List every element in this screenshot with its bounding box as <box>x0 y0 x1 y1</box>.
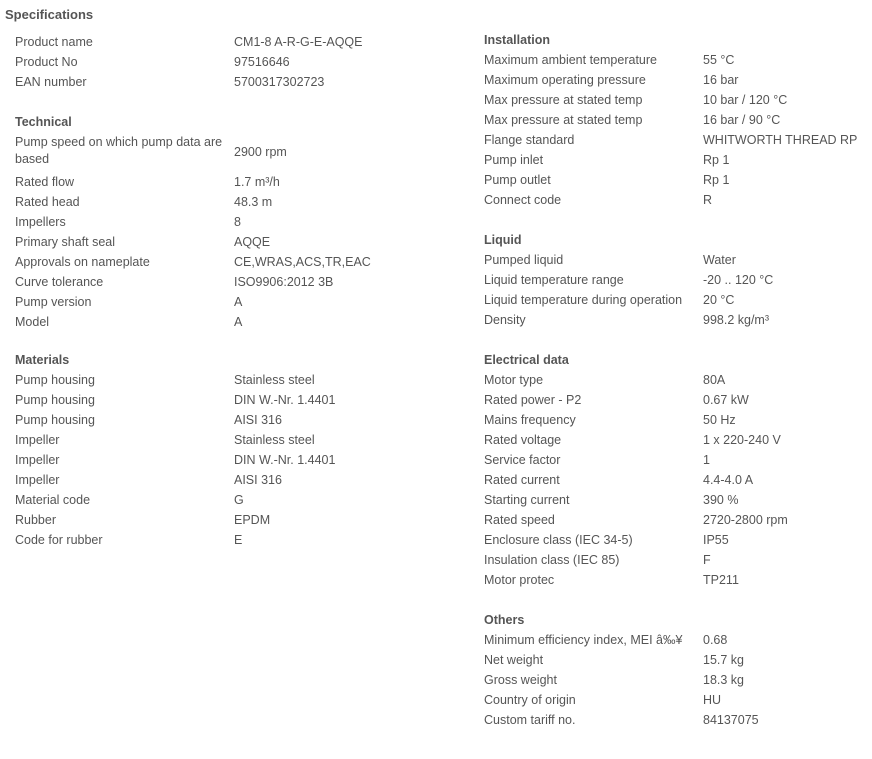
spec-label: Flange standard <box>484 133 575 147</box>
spec-row <box>484 170 872 190</box>
spec-label: Max pressure at stated temp <box>484 93 643 107</box>
spec-value: G <box>234 493 244 507</box>
spec-value: Water <box>703 253 736 267</box>
spec-value: 1 <box>703 453 710 467</box>
spec-value: A <box>234 315 243 329</box>
spec-label: Motor protec <box>484 573 555 587</box>
spec-label: Pump speed on which pump data are based <box>15 135 223 166</box>
spec-value: 48.3 m <box>234 195 273 209</box>
spec-value: DIN W.-Nr. 1.4401 <box>234 393 336 407</box>
spec-value: 4.4-4.0 A <box>703 473 754 487</box>
spec-value: DIN W.-Nr. 1.4401 <box>234 453 336 467</box>
spec-row <box>484 130 872 150</box>
spec-label: Liquid temperature range <box>484 273 624 287</box>
spec-value: 0.67 kW <box>703 393 749 407</box>
spec-row <box>15 232 465 252</box>
spec-row <box>484 510 872 530</box>
spec-row <box>15 292 465 312</box>
spec-label: Pump housing <box>15 373 95 387</box>
spec-label: Model <box>15 315 50 329</box>
spec-label: Rated current <box>484 473 560 487</box>
spec-label: Pump inlet <box>484 153 544 167</box>
spec-row <box>15 370 465 390</box>
spec-row <box>484 310 872 330</box>
spec-value: IP55 <box>703 533 729 547</box>
spec-value: 84137075 <box>703 713 759 727</box>
spec-label: Starting current <box>484 493 570 507</box>
spec-row <box>15 470 465 490</box>
spec-value: EPDM <box>234 513 271 527</box>
spec-value: ISO9906:2012 3B <box>234 275 334 289</box>
spec-label: Enclosure class (IEC 34-5) <box>484 533 633 547</box>
spec-label: Custom tariff no. <box>484 713 576 727</box>
spec-label: Gross weight <box>484 673 557 687</box>
spec-value: AQQE <box>234 235 271 249</box>
spec-row <box>484 110 872 130</box>
spec-label: Density <box>484 313 526 327</box>
spec-label: EAN number <box>15 75 87 89</box>
spec-row <box>15 212 465 232</box>
spec-value: 1.7 m³/h <box>234 175 280 189</box>
spec-row <box>484 290 872 310</box>
spec-label: Rated head <box>15 195 80 209</box>
spec-label: Pump version <box>15 295 92 309</box>
spec-label: Curve tolerance <box>15 275 104 289</box>
spec-row <box>15 52 465 72</box>
spec-value: 1 x 220-240 V <box>703 433 781 447</box>
spec-label: Rated speed <box>484 513 555 527</box>
spec-value: F <box>703 553 711 567</box>
spec-label: Impellers <box>15 215 66 229</box>
spec-value: 55 °C <box>703 53 735 67</box>
spec-label: Rubber <box>15 513 56 527</box>
spec-label: Maximum operating pressure <box>484 73 646 87</box>
spec-row <box>484 150 872 170</box>
spec-label: Motor type <box>484 373 544 387</box>
section-title: Others <box>484 613 525 627</box>
section-title: Materials <box>15 353 70 367</box>
spec-row <box>484 390 872 410</box>
spec-label: Material code <box>15 493 91 507</box>
spec-row <box>15 172 465 192</box>
spec-label: Country of origin <box>484 693 576 707</box>
spec-row <box>15 450 465 470</box>
spec-label: Maximum ambient temperature <box>484 53 657 67</box>
spec-row <box>484 70 872 90</box>
spec-row <box>15 530 465 550</box>
spec-value: E <box>234 533 243 547</box>
spec-value: 998.2 kg/m³ <box>703 313 770 327</box>
page-title: Specifications <box>5 7 94 22</box>
spec-value: 18.3 kg <box>703 673 745 687</box>
spec-label: Impeller <box>15 453 60 467</box>
spec-value: 0.68 <box>703 633 728 647</box>
spec-row <box>15 312 465 332</box>
spec-value: Rp 1 <box>703 153 730 167</box>
spec-label: Minimum efficiency index, MEI â‰¥ <box>484 633 683 647</box>
spec-label: Connect code <box>484 193 562 207</box>
spec-value: 5700317302723 <box>234 75 325 89</box>
spec-value: -20 .. 120 °C <box>703 273 774 287</box>
spec-row <box>15 390 465 410</box>
spec-label: Rated power - P2 <box>484 393 582 407</box>
spec-label: Insulation class (IEC 85) <box>484 553 620 567</box>
spec-label: Rated flow <box>15 175 75 189</box>
spec-value: Rp 1 <box>703 173 730 187</box>
spec-row <box>484 50 872 70</box>
spec-row <box>15 430 465 450</box>
spec-row <box>484 550 872 570</box>
spec-row <box>484 710 872 730</box>
spec-row <box>484 90 872 110</box>
spec-value: A <box>234 295 243 309</box>
spec-row <box>484 670 872 690</box>
spec-label: Approvals on nameplate <box>15 255 150 269</box>
spec-label: Net weight <box>484 653 544 667</box>
spec-label: Primary shaft seal <box>15 235 116 249</box>
spec-value: 50 Hz <box>703 413 736 427</box>
spec-row <box>484 530 872 550</box>
spec-row <box>484 370 872 390</box>
spec-value: 2720-2800 rpm <box>703 513 788 527</box>
spec-label: Max pressure at stated temp <box>484 113 643 127</box>
spec-row <box>484 450 872 470</box>
spec-label: Impeller <box>15 473 60 487</box>
spec-row <box>15 72 465 92</box>
spec-label: Rated voltage <box>484 433 562 447</box>
spec-value: TP211 <box>703 573 739 587</box>
spec-value: HU <box>703 693 722 707</box>
spec-label: Service factor <box>484 453 561 467</box>
spec-value: 16 bar / 90 °C <box>703 113 781 127</box>
spec-value: 2900 rpm <box>234 145 287 159</box>
section-title: Electrical data <box>484 353 569 367</box>
spec-value: 15.7 kg <box>703 653 745 667</box>
spec-row <box>484 250 872 270</box>
spec-label: Product name <box>15 35 93 49</box>
spec-value: Stainless steel <box>234 433 315 447</box>
spec-row <box>15 510 465 530</box>
spec-label: Pumped liquid <box>484 253 564 267</box>
spec-row <box>484 690 872 710</box>
spec-value: R <box>703 193 713 207</box>
spec-value: CM1-8 A-R-G-E-AQQE <box>234 35 363 49</box>
spec-row <box>484 630 872 650</box>
spec-row <box>484 430 872 450</box>
spec-row <box>484 570 872 590</box>
spec-value: 390 % <box>703 493 739 507</box>
spec-value: Stainless steel <box>234 373 315 387</box>
spec-value: 20 °C <box>703 293 735 307</box>
spec-label: Pump outlet <box>484 173 551 187</box>
spec-row <box>15 490 465 510</box>
spec-value: AISI 316 <box>234 413 282 427</box>
spec-value: 97516646 <box>234 55 290 69</box>
section-title: Installation <box>484 33 550 47</box>
spec-row <box>484 190 872 210</box>
spec-row <box>484 470 872 490</box>
spec-row <box>15 252 465 272</box>
spec-value: 8 <box>234 215 241 229</box>
spec-row <box>15 410 465 430</box>
spec-label: Product No <box>15 55 78 69</box>
spec-value: 16 bar <box>703 73 739 87</box>
spec-label: Liquid temperature during operation <box>484 293 683 307</box>
spec-label: Impeller <box>15 433 60 447</box>
spec-row <box>15 132 465 172</box>
spec-label: Mains frequency <box>484 413 576 427</box>
spec-row <box>484 650 872 670</box>
spec-row <box>484 410 872 430</box>
spec-label: Code for rubber <box>15 533 103 547</box>
spec-value: 10 bar / 120 °C <box>703 93 788 107</box>
section-title: Liquid <box>484 233 522 247</box>
spec-row <box>484 270 872 290</box>
spec-value: CE,WRAS,ACS,TR,EAC <box>234 255 371 269</box>
spec-label: Pump housing <box>15 413 95 427</box>
section-title: Technical <box>15 115 72 129</box>
spec-label: Pump housing <box>15 393 95 407</box>
spec-row <box>15 272 465 292</box>
spec-value: AISI 316 <box>234 473 282 487</box>
spec-row <box>15 192 465 212</box>
spec-value: 80A <box>703 373 726 387</box>
spec-row <box>484 490 872 510</box>
spec-row <box>15 32 465 52</box>
spec-value: WHITWORTH THREAD RP <box>703 133 858 147</box>
